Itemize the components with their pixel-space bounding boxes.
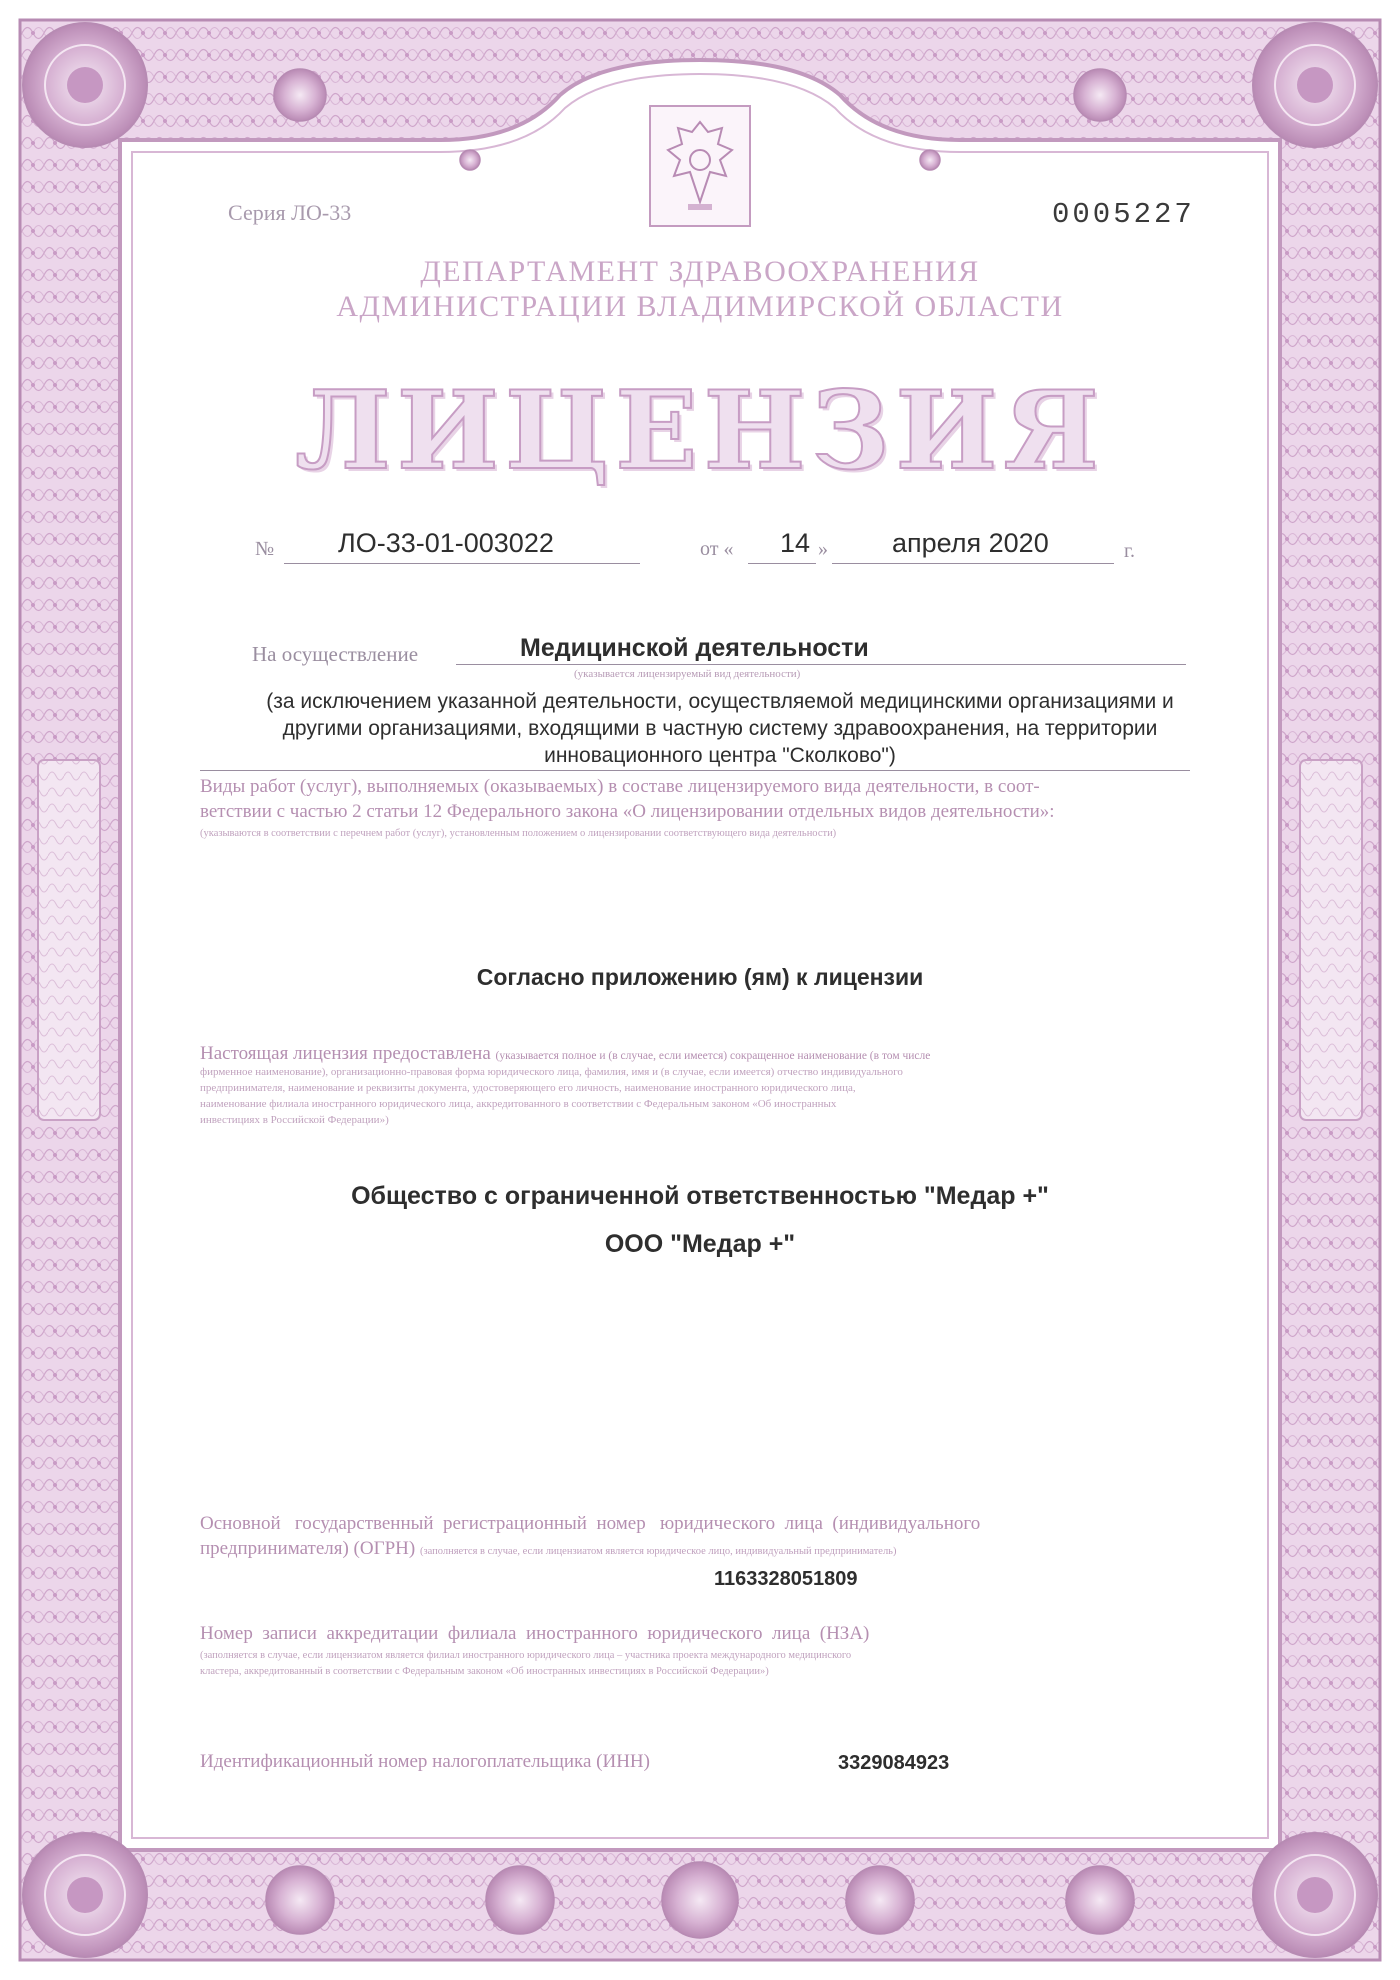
activity-label: На осуществление xyxy=(252,642,419,666)
activity-exception-line-1: (за исключением указанной деятельности, осуществляемой медицинскими организациями и xyxy=(266,690,1174,713)
grantee-note-line-5: инвестициях в Российской Федерации») xyxy=(200,1114,389,1126)
grantee-note-line-4: наименование филиала иностранного юридического лица, аккредитованного в соответствии с Федеральным законом «Об иностранных xyxy=(200,1098,837,1110)
activity-exception-line-2: другими организациями, входящими в частную систему здравоохранения, на территории xyxy=(282,717,1158,740)
ogrn-value: 1163328051809 xyxy=(714,1568,858,1590)
coat-of-arms-icon xyxy=(648,104,752,228)
ogrn-note: (заполняется в случае, если лицензиатом является юридическое лицо, индивидуальный предприниматель) xyxy=(419,1546,897,1557)
license-number: ЛО-33-01-003022 xyxy=(338,528,554,558)
document-title: ЛИЦЕНЗИЯ xyxy=(295,368,1105,494)
serial-number: 0005227 xyxy=(1052,198,1195,231)
activity-note: (указывается лицензируемый вид деятельности) xyxy=(574,668,801,680)
works-line-1: Виды работ (услуг), выполняемых (оказываемых) в составе лицензируемого вида деятельности, в соот- xyxy=(200,776,1040,797)
number-sign: № xyxy=(255,538,275,560)
license-day: 14 xyxy=(780,528,811,558)
activity-exception-line-3: инновационного центра "Сколково") xyxy=(544,744,896,767)
works-note: (указываются в соответствии с перечнем работ (услуг), установленным положением о лицензировании соответствующего вида деятельности) xyxy=(200,828,837,839)
date-prefix: от « xyxy=(700,538,734,560)
inn-label: Идентификационный номер налогоплательщика (ИНН) xyxy=(200,1751,650,1772)
department-line-2: АДМИНИСТРАЦИИ ВЛАДИМИРСКОЙ ОБЛАСТИ xyxy=(336,290,1064,323)
grantee-full-name: Общество с ограниченной ответственностью "Медар +" xyxy=(351,1182,1049,1210)
series-label: Серия ЛО-33 xyxy=(228,200,352,225)
inn-value: 3329084923 xyxy=(838,1752,950,1774)
nza-note-line-1: (заполняется в случае, если лицензиатом является филиал иностранного юридического лица – участника проекта международного медицинского xyxy=(200,1650,852,1661)
grantee-note-line-3: предпринимателя, наименование и реквизиты документа, удостоверяющего его личность, наименование иностранного юридического лица, xyxy=(200,1082,856,1094)
ogrn-line-2-wrap xyxy=(200,1537,1200,1564)
grantee-short-name: ООО "Медар +" xyxy=(604,1230,796,1258)
grantee-intro-bold: Настоящая лицензия предоставлена xyxy=(200,1043,491,1064)
grantee-note-line-2: фирменное наименование), организационно-правовая форма юридического лица, фамилия, имя и (в случае, если имеется) отчество индивидуального xyxy=(200,1066,903,1078)
ogrn-line-2: предпринимателя) (ОГРН) xyxy=(200,1538,416,1559)
works-value: Согласно приложению (ям) к лицензии xyxy=(476,964,924,990)
date-quote-close: » xyxy=(818,538,828,560)
department-line-1: ДЕПАРТАМЕНТ ЗДРАВООХРАНЕНИЯ xyxy=(420,255,980,288)
grantee-intro-note: (указывается полное и (в случае, если имеется) сокращенное наименование (в том числе xyxy=(495,1050,931,1062)
works-line-2: ветствии с частью 2 статьи 12 Федерального закона «О лицензировании отдельных видов деятельности»: xyxy=(200,801,1055,822)
nza-note-line-2: кластера, аккредитованный в соответствии с Федеральным законом «Об иностранных инвестициях в Российской Федерации») xyxy=(200,1666,769,1677)
year-suffix: г. xyxy=(1124,540,1135,562)
nza-line-1: Номер записи аккредитации филиала иностранного юридического лица (НЗА) xyxy=(200,1623,870,1644)
activity-value: Медицинской деятельности xyxy=(520,634,869,662)
license-month-year: апреля 2020 xyxy=(892,528,1049,558)
ogrn-line-1: Основной государственный регистрационный номер юридического лица (индивидуального xyxy=(200,1513,981,1534)
